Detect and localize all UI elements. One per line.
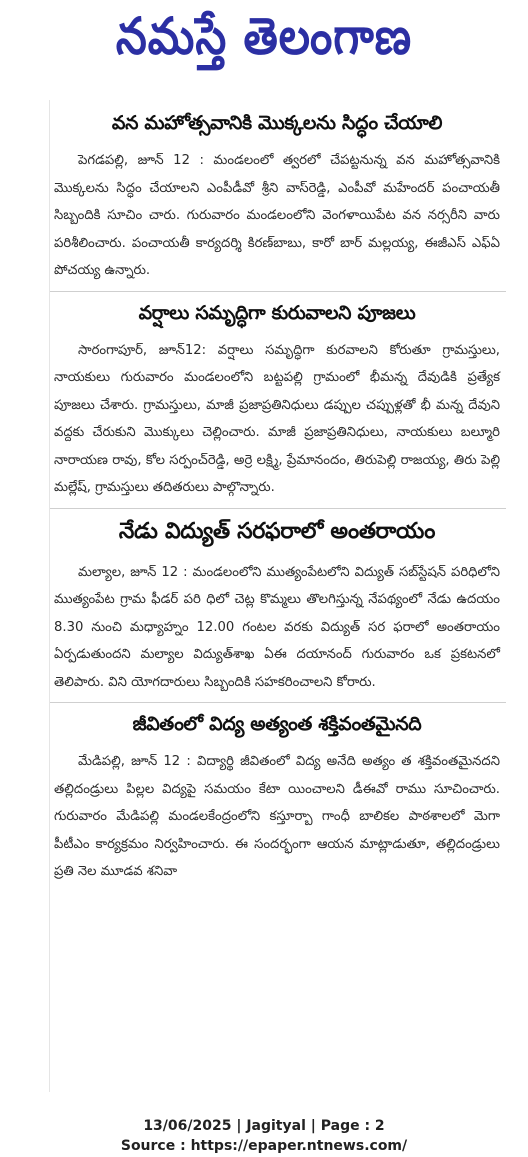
masthead [0, 0, 528, 86]
news-clipping [50, 100, 506, 1092]
footer-date-line: 13/06/2025 | Jagityal | Page : 2 [143, 1118, 385, 1134]
article-body: మేడిపల్లి, జూన్ 12 : విద్యార్థి జీవితంలో విద్య అనేది అత్యం త శక్తివంతమైనదని తల్లిదండ్రులు పిల్లల విద్యపై సమయం కేటా యించాలని డీఈవో రాము సూచించారు. గురువారం మేడిపల్లి మండలకేంద్రంలోని కస్తూర్బా గాంధీ బాలికల పాఠశాలలో మెగా పీటీఎం కార్యక్రమం నిర్వహించారు. ఈ సందర్భంగా ఆయన మాట్లాడుతూ, తల్లిదండ్రులు ప్రతి నెల మూడవ శనివా [54, 754, 500, 879]
newspaper-logo: నమస్తే తెలంగాణ [115, 7, 413, 66]
article-headline: జీవితంలో విద్య అత్యంత శక్తివంతమైనది [132, 713, 422, 735]
article-4 [50, 703, 506, 886]
article-headline: నేడు విద్యుత్ సరఫరాలో అంతరాయం [118, 518, 436, 544]
article-body: మల్యాల, జూన్ 12 : మండలంలోని ముత్యంపేటలోని విద్యుత్ సబ్‌స్టేషన్ పరిధిలోని ముత్యంపేట గ్రామ ఫీడర్ పరి ధిలో చెట్ల కొమ్మలు తొలగిస్తున్న నేపథ్యంలో నేడు ఉదయం 8.30 నుంచి మధ్యాహ్నం 12.00 గంటల వరకు విద్యుత్ సర ఫరాలో అంతరాయం ఏర్పడుతుందని మల్యాల విద్యుత్‌శాఖ ఏఈ దయానంద్ గురువారం ఒక ప్రకటనలో తెలిపారు. విని యోగదారులు సిబ్బందికి సహకరించాలని కోరారు. [54, 564, 500, 690]
article-1 [50, 100, 506, 285]
article-2 [50, 292, 506, 502]
clip-fade [50, 1070, 506, 1092]
article-headline: వన మహోత్సవానికి మొక్కలను సిద్ధం చేయాలి [111, 112, 443, 134]
article-3 [50, 509, 506, 697]
article-headline: వర్షాలు సమృద్ధిగా కురువాలని పూజలు [138, 301, 416, 324]
footer-source-line: Source : https://epaper.ntnews.com/ [120, 1138, 408, 1154]
article-body: సారంగాపూర్, జూన్12: వర్షాలు సమృద్ధిగా కురవాలని కోరుతూ గ్రామస్తులు, నాయకులు గురువారం మండలంలోని బట్టపల్లి గ్రామంలో భీమన్న దేవుడికి ప్రత్యేక పూజలు చేశారు. గ్రామస్తులు, మాజీ ప్రజాప్రతినిధులు డప్పుల చప్పుళ్లతో భీ మన్న దేవుని వద్దకు చేరుకుని మొక్కులు చెల్లించారు. మాజీ ప్రజాప్రతినిధులు, నాయకులు బల్మూరి నారాయణ రావు, కోల సర్పంచ్‌రెడ్డి, అర్రె లక్ష్మి, ప్రేమానందం, తిరుపెల్లి రాజయ్య, తిరు పెల్లి మల్లేష్, గ్రామస్తులు తదితరులు పాల్గొన్నారు. [54, 342, 500, 495]
article-body: పెగడపల్లి, జూన్ 12 : మండలంలో త్వరలో చేపట్టనున్న వన మహోత్సవానికి మొక్కలను సిద్ధం చేయాలని ఎంపీడీవో శ్రీని వాస్‌రెడ్డి, ఎంపీవో మహేందర్ పంచాయతీ సిబ్బందికి సూచిం చారు. గురువారం మండలంలోని వెంగళాయిపేట వన నర్సరీని వారు పరిశీలించారు. పంచాయతీ కార్యదర్శి కిరణ్‌బాబు, కారో బార్ మల్లయ్య, ఈజీఎస్ ఎఫ్ఏ పోచయ్య ఉన్నారు. [54, 153, 500, 278]
